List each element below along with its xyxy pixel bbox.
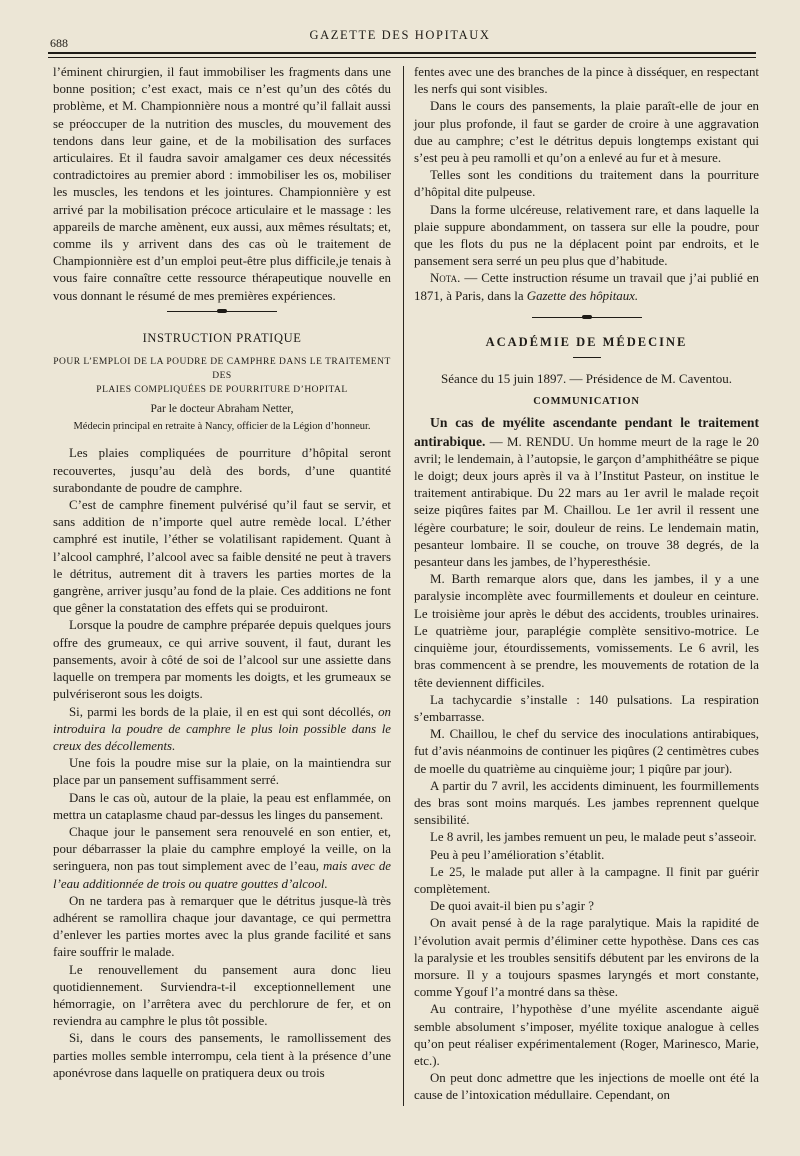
communication-heading: COMMUNICATION [533, 396, 640, 408]
journal-name: Gazette des hôpitaux. [526, 288, 639, 303]
left-column [53, 64, 391, 1082]
communication-title: Un cas de myélite ascendante pendant le traitement antirabique. [414, 415, 759, 449]
ornament-rule [167, 311, 277, 316]
article-author: Par le docteur Abraham Netter, [150, 403, 294, 416]
paragraph: Telles sont les conditions du traitement dans la pourriture d’hôpital dite pulpeuse. [414, 168, 759, 200]
communication-author: — M. RENDU. [485, 434, 574, 449]
paragraph: Une fois la poudre mise sur la plaie, on la maintiendra sur place par un pansement suffisamment serré. [53, 756, 391, 788]
paragraph: Le 25, le malade put aller à la campagne. Il finit par guérir complètement. [414, 864, 759, 896]
paragraph: Peu à peu l’amélioration s’établit. [430, 847, 605, 862]
paragraph [53, 824, 391, 893]
note-text: — Cette instruction résume un travail que j’ai publié en 1871, à Paris, dans la [414, 271, 759, 303]
paragraph-text: Si, parmi les bords de la plaie, il en est qui sont décollés, [69, 704, 374, 719]
paragraph: La tachycardie s’installe : 140 pulsations. La respiration s’embarrasse. [414, 692, 759, 724]
paragraph: Les plaies compliquées de pourriture d’hôpital seront recouvertes, jusqu’au delà des bords, d’une quantité surabondante de poudre de camphre. [53, 446, 391, 495]
paragraph: fentes avec une des branches de la pince à disséquer, en respectant les nerfs qui sont visibles. [414, 65, 759, 97]
paragraph-text: Chaque jour le pansement sera renouvelé en son entier, et, pour débarrasser la plaie du camphre employé la veille, on la seringuera, non pas tout simplement avec de l’eau, [53, 824, 391, 874]
header-rule-thin [48, 57, 756, 58]
column-divider [403, 66, 404, 1106]
paragraph [414, 414, 759, 571]
header-rule-thick [48, 52, 756, 54]
paragraph: Le renouvellement du pansement aura donc lieu quotidiennement. Surviendra-t-il exceptionnellement une hémorragie, on l’arrêtera avec du perchlorure de fer, et on reviendra au camphre le plus tôt possible. [53, 962, 391, 1029]
paragraph-text: Un homme meurt de la rage le 20 avril; le lendemain, à l’autopsie, le garçon d’amphithéâtre se pique le doigt; deux jours après il va à l’Institut Pasteur, on institue le traitement antirabique. Du 22 mars au 1er avril le malade reçoit seize piqûres faites par M. Chaillou. Le 1er avril il ressent une légère courbature; le soir, douleur de reins. Le lendemain matin, pesanteur lombaire. Il se couche, on trouve 38 degrés, de la pesanteur dans les jambes, de l’hyperesthésie. [414, 434, 759, 570]
paragraph: De quoi avait-il bien pu s’agir ? [430, 899, 594, 914]
note-paragraph [414, 270, 759, 304]
running-title: GAZETTE DES HOPITAUX [309, 28, 491, 42]
paragraph: Le 8 avril, les jambes remuent un peu, le malade peut s’asseoir. [430, 830, 757, 845]
paragraph: M. Chaillou, le chef du service des inoculations antirabiques, fut d’avis néanmoins de continuer les piqûres (2 centimètres cubes de moelle du quatrième au cinquième jour; 1 piqûre par jour). [414, 727, 759, 776]
paragraph: l’éminent chirurgien, il faut immobiliser les fragments dans une bonne position; c’est exact, mais ce n’est qu’un des côtés du problème, et M. Championnière nous a montré qu’il fallait aussi se préoccuper de la nutrition des muscles, du mouvement des tendons dans leur gaine, et de la mobilisation des surfaces articulaires. Et il faudra savoir amalgamer ces deux nécessités contradictoires au premier abord : immobiliser les os, mobiliser les muscles, les tendons et les jointures. Championnière y est arrivé par la mobilisation précoce articulaire et le massage : les appareils de marche amènent, eux aussi, aux mêmes résultats; et, comme ils y arrivent dans des cas où le traitement de Championnière est d’un emploi peut-être plus difficile,je tenais à vous faire connaître cette ressource thérapeutique nouvelle en vous donnant le résumé de mes premières expériences. [53, 65, 391, 303]
paragraph: C’est de camphre finement pulvérisé qu’il faut se servir, et sans addition de n’importe quel autre remède local. L’éther camphré est inutile, l’éther se volatilisant rapidement. Quant à l’alcool camphré, l’alcool avec sa faible densité ne peut à travers le détritus, autrement dit à travers les parties mortes de la gangrène, arriver jusqu’au fond de la plaie. Ces additions ne font que gêner la constatation des effets qui se produiront. [53, 498, 391, 616]
paragraph: Dans le cas où, autour de la plaie, la peau est enflammée, on mettra un cataplasme chaud par-dessus les linges du pansement. [53, 790, 391, 822]
section-heading: ACADÉMIE DE MÉDECINE [485, 334, 688, 349]
paragraph: Lorsque la poudre de camphre préparée depuis quelques jours offre des grumeaux, ce qui arrive souvent, il faut, durant les pansements, avoir à côté de soi de l’alcool sur une assiette dans laquelle on trempera par moments les doigts, et les grumeaux se pulvériseront sous les doigts. [53, 618, 391, 702]
right-column [414, 64, 759, 1105]
paragraph: M. Barth remarque alors que, dans les jambes, il y a une paralysie incomplète avec fourmillements et douleur en ceinture. Le troisième jour après le début des accidents, troubles urinaires. Le quatrième jour, paraplégie complète sensitivo-motrice. Le cinquième jour, étourdissements, vomissements. Le 6 avril, les bras commencent à se prendre, les mouvements de rotation de la tête deviennent difficiles. [414, 572, 759, 690]
article-title: INSTRUCTION PRATIQUE [142, 330, 302, 345]
ornament-rule [532, 317, 642, 322]
paragraph: Dans la forme ulcéreuse, relativement rare, et dans laquelle la plaie suppure abondamment, on tassera sur elle la poudre, pour que les flots du pus ne la déplacent point par endroits, et le pansement sera serré un peu plus que d’habitude. [414, 202, 759, 269]
author-affiliation: Médecin principal en retraite à Nancy, officier de la Légion d’honneur. [73, 421, 371, 433]
paragraph: Dans le cours des pansements, la plaie paraît-elle de jour en jour plus profonde, il faut se garder de croire à une aggravation due au camphre; c’est le détritus depuis longtemps existant qui s’est peu à peu ramolli et qu’on a enlevé au fur et à mesure. [414, 99, 759, 166]
session-line: Séance du 15 juin 1897. — Présidence de M. Caventou. [441, 371, 732, 387]
paragraph: On ne tardera pas à remarquer que le détritus jusque-là très adhérent se ramollira chaque jour davantage, ce qui permettra d’enlever les parties mortes avec la plus grande facilité et sans faire souffrir le malade. [53, 893, 391, 960]
paragraph: Si, dans le cours des pansements, le ramollissement des parties molles semble interrompu, cela tient à la présence d’une aponévrose dans laquelle on pratiquera deux ou trois [53, 1031, 391, 1080]
note-label: Nota. [430, 271, 461, 286]
page-header [0, 24, 800, 54]
article-subtitle-2: PLAIES COMPLIQUÉES DE POURRITURE D’HOPITAL [96, 385, 348, 396]
paragraph: Au contraire, l’hypothèse d’une myélite ascendante aiguë semble absolument s’imposer, myélite toxique analogue à celles qu’on peut réaliser expérimentalement (Roger, Marinesco, Marie, etc.). [414, 1002, 759, 1068]
paragraph: On avait pensé à de la rage paralytique. Mais la rapidité de l’évolution avait permis d’éliminer cette hypothèse. Dans ces cas la paralysie et les troubles sensitifs débutent par les environs de la morsure. Il y a toujours spasmes laryngés et mort constante, comme Ygouf l’a montré dans sa thèse. [414, 916, 759, 1000]
article-subtitle-1: POUR L’EMPLOI DE LA POUDRE DE CAMPHRE DANS LE TRAITEMENT DES [53, 357, 391, 382]
italic-text: mais avec de l’eau additionnée de trois ou quatre gouttes d’alcool. [53, 859, 391, 891]
italic-text: on introduira la poudre de camphre le plus loin possible dans le creux des décollements. [53, 704, 391, 753]
paragraph [53, 704, 391, 756]
paragraph: A partir du 7 avril, les accidents diminuent, les fourmillements des bras sont moins marqués. Les jambes reprennent quelque sensibilité. [414, 778, 759, 828]
page-number: 688 [50, 36, 68, 50]
paragraph: On peut donc admettre que les injections de moelle ont été la cause de l’intoxication médullaire. Cependant, on [414, 1071, 759, 1103]
short-rule [573, 357, 601, 358]
